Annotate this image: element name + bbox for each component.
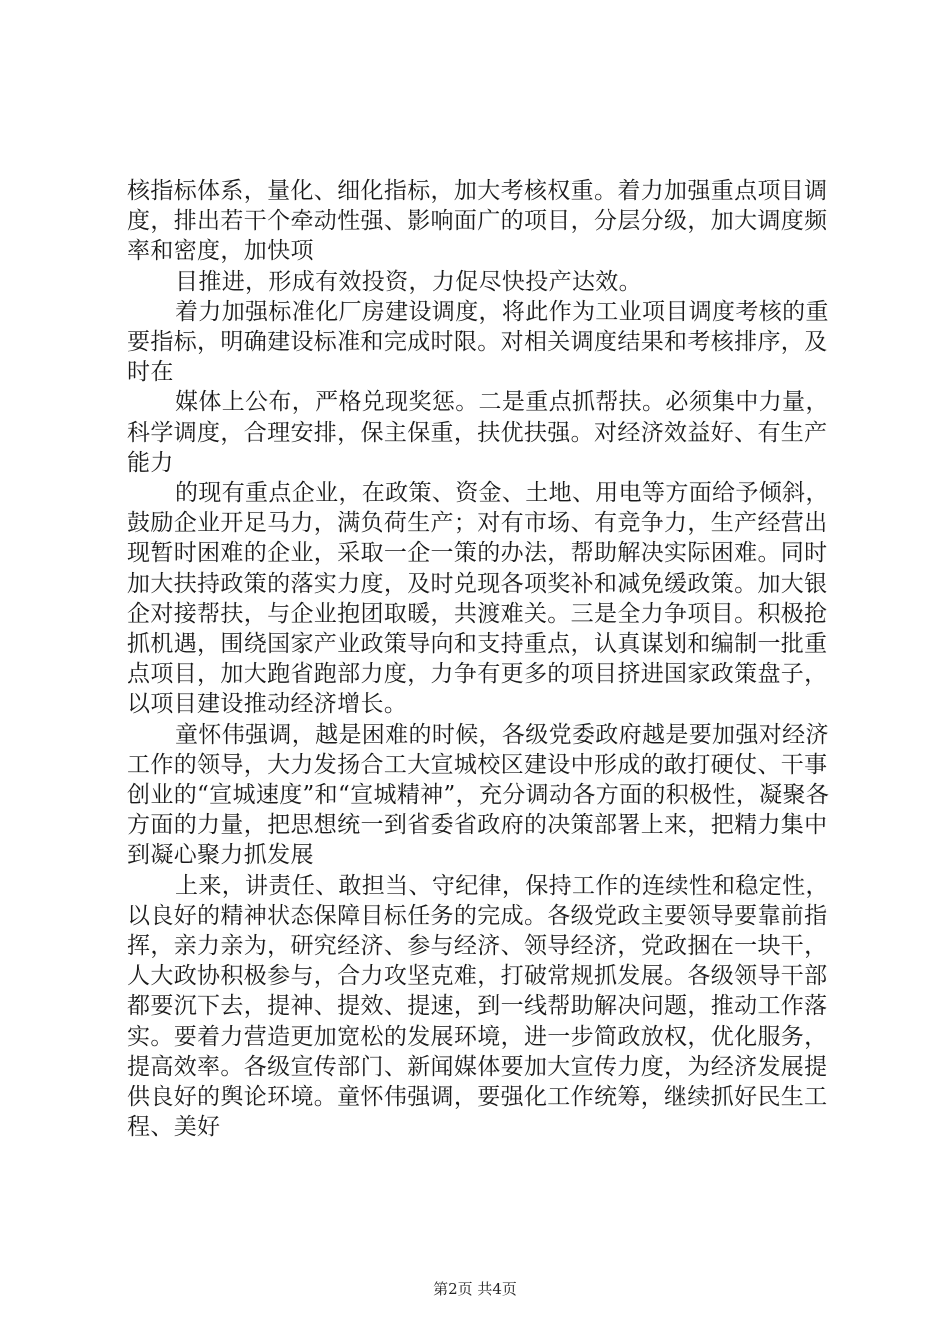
paragraph-1: 核指标体系，量化、细化指标，加大考核权重。着力加强重点项目调度，排出若干个牵动性强、影响面广的项目，分层分级，加大调度频率和密度，加快项 [127,178,828,265]
paragraph-3: 着力加强标准化厂房建设调度，将此作为工业项目调度考核的重要指标，明确建设标准和完成时限。对相关调度结果和考核排序，及时在 [127,298,829,386]
paragraph-6: 童怀伟强调，越是困难的时候，各级党委政府越是要加强对经济工作的领导，大力发扬合工大宣城校区建设中形成的敢打硬仗、干事创业的“宣城速度”和“宣城精神”，充分调动各方面的积极性，凝聚各方面的力量，把思想统一到省委省政府的决策部署上来，把精力集中到凝心聚力抓发展 [127,721,830,869]
paragraph-7: 上来，讲责任、敢担当、守纪律，保持工作的连续性和稳定性，以良好的精神状态保障目标任务的完成。各级党政主要领导要靠前指挥，亲力亲为，研究经济、参与经济、领导经济，党政捆在一块干，人大政协积极参与，合力攻坚克难，打破常规抓发展。各级领导干部都要沉下去，提神、提效、提速，到一线帮助解决问题，推动工作落实。要着力营造更加宽松的发展环境，进一步简政放权，优化服务，提高效率。各级宣传部门、新闻媒体要加大宣传力度，为经济发展提供良好的舆论环境。童怀伟强调，要强化工作统筹，继续抓好民生工程、美好 [127,872,829,1141]
paragraph-5: 的现有重点企业，在政策、资金、土地、用电等方面给予倾斜，鼓励企业开足马力，满负荷生产；对有市场、有竞争力，生产经营出现暂时困难的企业，采取一企一策的办法，帮助解决实际困难。同时加大扶持政策的落实力度，及时兑现各项奖补和减免缓政策。加大银企对接帮扶，与企业抱团取暖，共渡难关。三是全力争项目。积极抢抓机遇，围绕国家产业政策导向和支持重点，认真谋划和编制一批重点项目，加大跑省跑部力度，力争有更多的项目挤进国家政策盘子，以项目建设推动经济增长。 [127,480,829,718]
paragraph-2: 目推进，形成有效投资，力促尽快投产达效。 [175,268,642,295]
page-footer [0,1278,950,1299]
document-body [127,176,847,1143]
paragraph-4: 媒体上公布，严格兑现奖惩。二是重点抓帮扶。必须集中力量，科学调度，合理安排，保主保重，扶优扶强。对经济效益好、有生产能力 [127,389,829,476]
page-number-indicator: 第2页 共4页 [433,1280,517,1298]
